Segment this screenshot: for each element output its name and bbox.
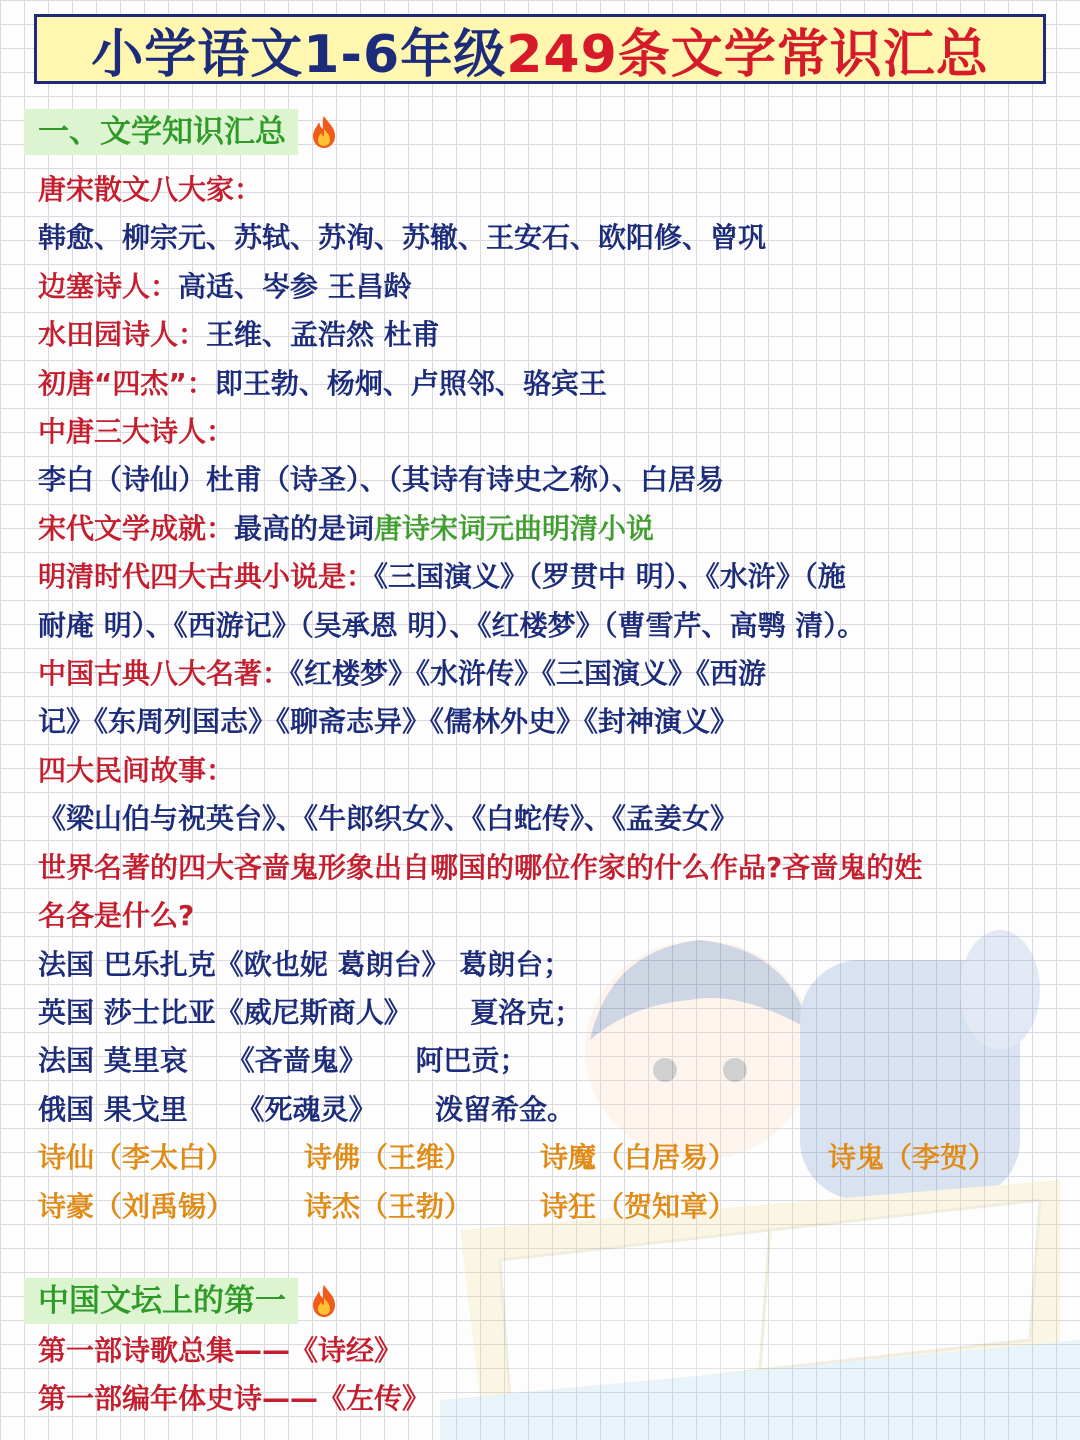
poets-row — [38, 1134, 1054, 1182]
fire-icon — [310, 1284, 338, 1318]
poet-nickname: 诗仙（李太白） — [38, 1141, 235, 1175]
line-label: 边塞诗人： — [38, 269, 179, 303]
line-label: 水田园诗人： — [38, 318, 207, 352]
text-line: 《梁山伯与祝英台》、《牛郎织女》、《白蛇传》、《孟姜女》 — [38, 802, 739, 836]
section-heading-label: 中国文坛上的第一 — [24, 1278, 298, 1324]
section-heading-label: 一、文学知识汇总 — [24, 109, 298, 155]
poets-row — [38, 1183, 1054, 1231]
line-label: 明清时代四大古典小说是： — [38, 560, 375, 594]
text-line — [38, 505, 1054, 553]
text-line: 俄国 果戈里 《死魂灵》 泼留希金。 — [38, 1092, 575, 1126]
line-highlight: 唐诗宋词元曲明清小说 — [374, 511, 655, 545]
line-value: 即王勃、杨炯、卢照邻、骆宾王 — [214, 366, 607, 400]
page-title — [34, 14, 1046, 84]
text-line — [38, 553, 1054, 601]
text-line: 法国 巴乐扎克《欧也妮 葛朗台》 葛朗台； — [38, 947, 572, 981]
text-line: 第一部编年体史诗——《左传》 — [38, 1382, 431, 1416]
line-value: 最高的是词 — [234, 511, 375, 545]
poet-nickname: 诗魔（白居易） — [540, 1141, 737, 1175]
text-line: 第一部诗歌总集——《诗经》 — [38, 1334, 403, 1367]
text-line: 四大民间故事： — [38, 753, 235, 787]
poet-nickname: 诗豪（刘禹锡） — [38, 1189, 235, 1223]
text-line: 耐庵 明）、《西游记》（吴承恩 明）、《红楼梦》（曹雪芹、高鹗 清）。 — [38, 608, 866, 642]
poet-nickname: 诗鬼（李贺） — [828, 1141, 997, 1175]
line-value: 高适、岑参 王昌龄 — [178, 269, 412, 303]
section-heading-firsts — [24, 1277, 338, 1325]
poet-nickname: 诗狂（贺知章） — [540, 1189, 737, 1223]
fire-icon — [310, 115, 338, 149]
text-line — [38, 311, 1054, 359]
text-line: 法国 莫里哀 《吝啬鬼》 阿巴贡； — [38, 1044, 528, 1078]
text-line: 韩愈、柳宗元、苏轼、苏洵、苏辙、王安石、欧阳修、曾巩 — [38, 221, 767, 255]
text-line — [38, 360, 1054, 408]
firsts-content — [38, 1327, 1054, 1424]
poet-nickname: 诗佛（王维） — [304, 1141, 473, 1175]
text-line: 英国 莎士比亚《威尼斯商人》 夏洛克； — [38, 995, 583, 1029]
text-line — [38, 263, 1054, 311]
line-value: 《三国演义》（罗贯中 明）、《水浒》（施 — [374, 560, 846, 594]
line-label: 初唐“四杰”： — [38, 366, 215, 400]
literature-content — [38, 166, 1054, 1231]
title-part-2: 249条文学常识汇总 — [506, 24, 989, 85]
poet-nickname: 诗杰（王勃） — [304, 1189, 473, 1223]
text-line: 李白（诗仙）杜甫（诗圣）、（其诗有诗史之称）、白居易 — [38, 463, 725, 497]
line-value: 《红楼梦》《水浒传》《三国演义》《西游 — [290, 657, 767, 691]
title-part-1: 小学语文1-6年级 — [91, 24, 507, 85]
text-line: 中唐三大诗人： — [38, 415, 235, 449]
text-line: 唐宋散文八大家： — [38, 173, 263, 206]
line-label: 宋代文学成就： — [38, 511, 235, 545]
text-line — [38, 650, 1054, 698]
text-line: 记》《东周列国志》《聊斋志异》《儒林外史》《封神演义》 — [38, 705, 739, 739]
section-heading-literature — [24, 108, 338, 156]
line-label: 中国古典八大名著： — [38, 657, 291, 691]
text-line: 名各是什么? — [38, 899, 195, 933]
line-value: 王维、孟浩然 杜甫 — [206, 318, 440, 352]
text-line: 世界名著的四大吝啬鬼形象出自哪国的哪位作家的什么作品?吝啬鬼的姓 — [38, 850, 923, 884]
